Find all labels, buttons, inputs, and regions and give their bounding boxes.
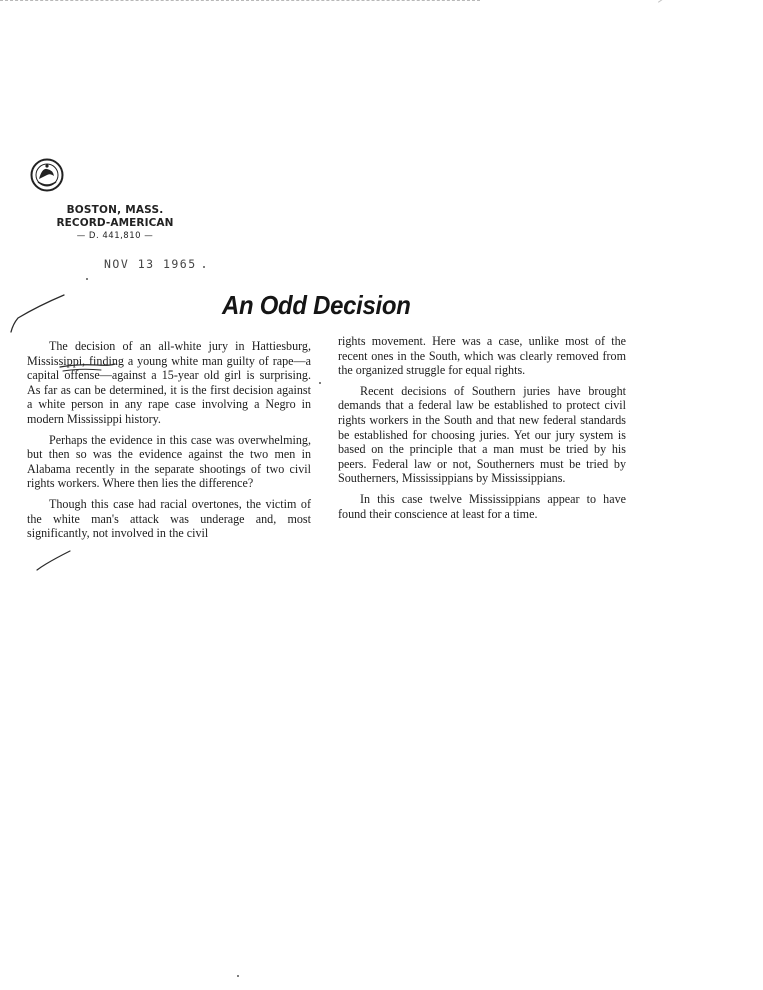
scan-speck [86, 278, 88, 280]
scan-speck [237, 975, 239, 977]
article-paragraph: The decision of an all-white jury in Hattiesburg, Mississippi, finding a young white man guilty of rape—a capital offense—against a 15-year old girl is surprising. As far as can be determined, it is the first decision against a white person in any rape case involving a Negro in modern Mississippi history. [27, 339, 311, 426]
source-paper: RECORD-AMERICAN [56, 217, 174, 229]
source-circulation: — D. 441,810 — [76, 231, 154, 241]
date-stamp: NOV 13 1965 [104, 257, 197, 271]
scan-speck [319, 382, 321, 384]
article-column-right [338, 334, 626, 527]
article-paragraph: Perhaps the evidence in this case was overwhelming, but then so was the evidence against the two men in Alabama recently in the separate shootings of two civil rights workers. Where then lies the difference? [27, 432, 311, 491]
scan-edge-dashes [0, 0, 480, 3]
scan-corner-mark [658, 0, 664, 4]
pen-underline-mark [57, 353, 117, 373]
scan-speck [203, 266, 205, 268]
source-credit [40, 204, 190, 243]
article-paragraph: In this case twelve Mississippians appear to have found their conscience at least for a time. [338, 491, 626, 521]
pen-slash-mark [8, 292, 66, 334]
source-city: BOSTON, MASS. [66, 204, 164, 216]
clipping-service-seal-icon [30, 158, 64, 192]
headline: An Odd Decision [222, 290, 411, 320]
article-paragraph: rights movement. Here was a case, unlike most of the recent ones in the South, which was clearly removed from the organized struggle for equal rights. [338, 334, 626, 378]
pen-slash-mark [34, 548, 74, 572]
article-paragraph: Recent decisions of Southern juries have brought demands that a federal law be established to protect civil rights workers in the South and that new federal standards be established for choosing juries. Yet our jury system is based on the principle that a man must be tried by his peers. Federal law or not, Southerners must be tried by Southerners, Mississippians by Mississippians. [338, 383, 626, 486]
article-paragraph: Though this case had racial overtones, the victim of the white man's attack was underage and, most significantly, not involved in the civil [27, 496, 311, 541]
